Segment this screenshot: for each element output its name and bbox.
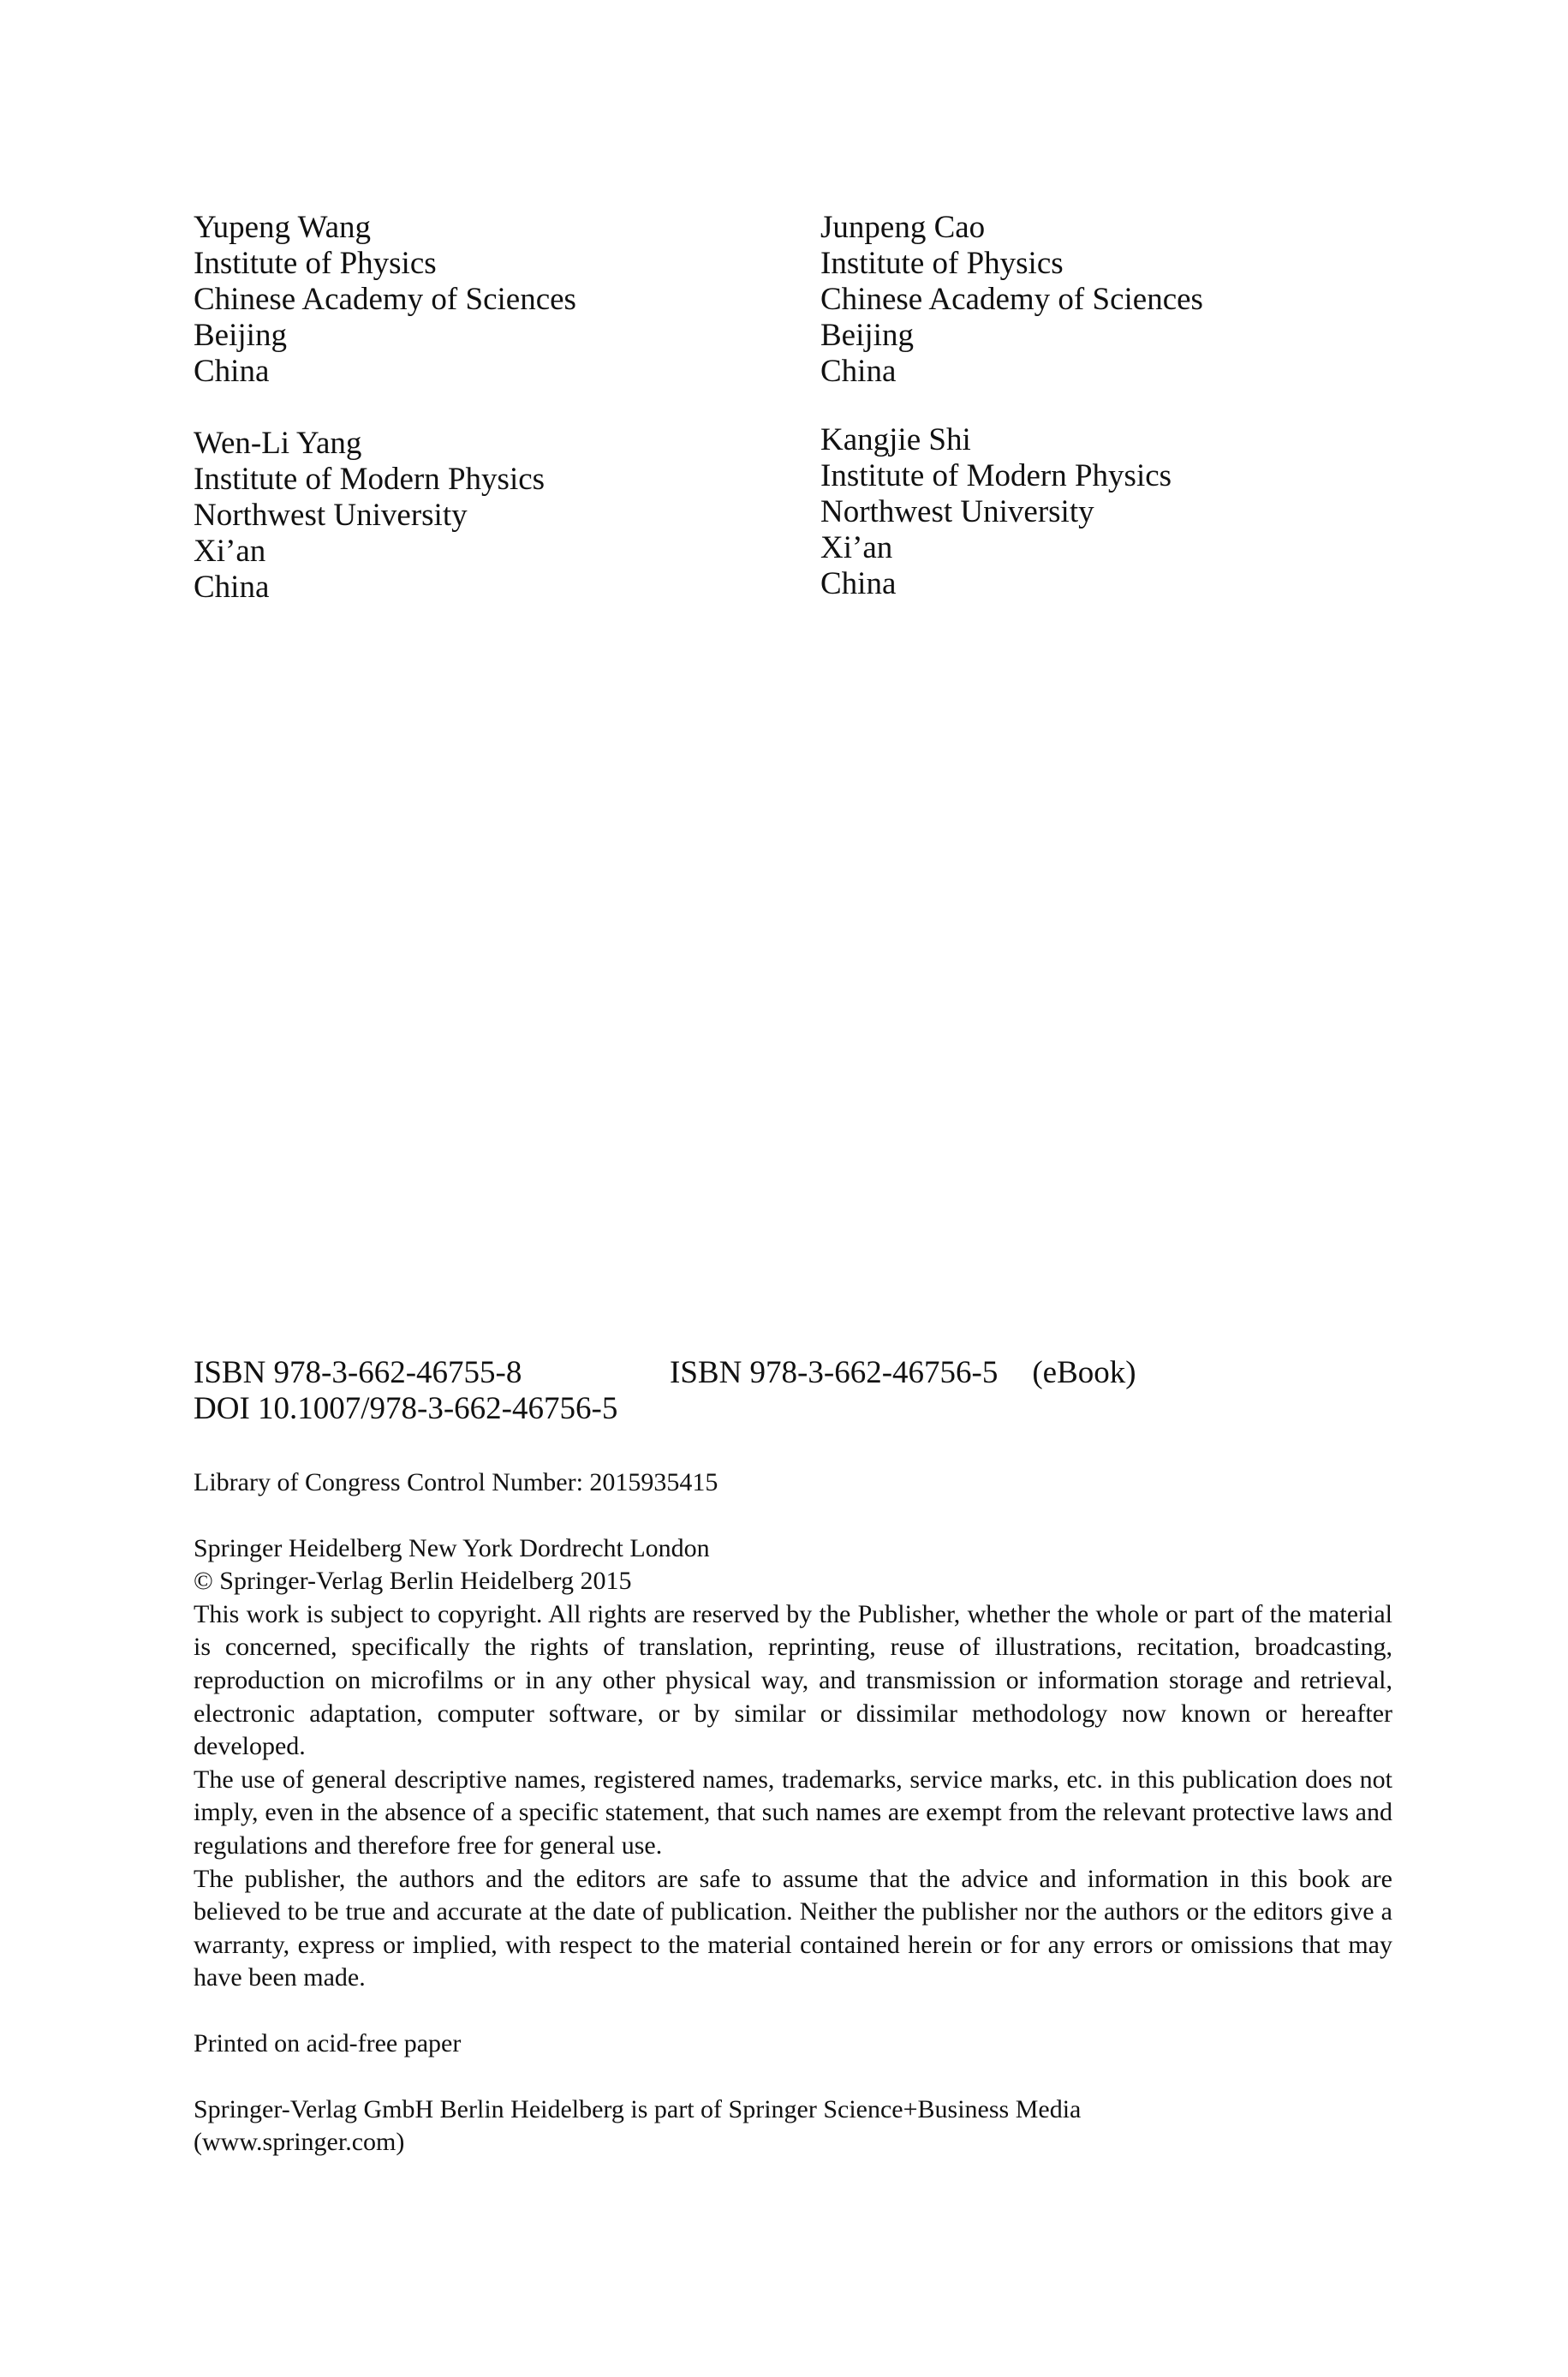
doi: DOI 10.1007/978-3-662-46756-5 bbox=[194, 1391, 618, 1426]
author-affiliation-line: Institute of Physics bbox=[820, 246, 1064, 281]
author-affiliation-line: Northwest University bbox=[820, 494, 1094, 529]
publisher-cities: Springer Heidelberg New York Dordrecht London bbox=[194, 1533, 710, 1562]
isbn-ebook-type: (eBook) bbox=[1032, 1355, 1136, 1390]
printed-on: Printed on acid-free paper bbox=[194, 2028, 462, 2057]
disclaimer-paragraph: The publisher, the authors and the editors are safe to assume that the advice and information in this book are believed to be true and accurate at the date of publication. Neither the publisher nor the authors or the editors give a warranty, express or implied, with respect to the material contained herein or for any errors or omissions that may have been made. bbox=[194, 1864, 1392, 1992]
author-affiliation-line: Beijing bbox=[820, 318, 914, 353]
author-affiliation-line: China bbox=[194, 570, 270, 605]
springer-line: Springer-Verlag GmbH Berlin Heidelberg is part of Springer Science+Business Media bbox=[194, 2094, 1082, 2123]
author-affiliation-line: China bbox=[194, 354, 270, 389]
spacer bbox=[194, 1500, 1392, 1532]
spacer bbox=[194, 1995, 1392, 2028]
author-block-yupeng-wang bbox=[194, 210, 576, 390]
author-affiliation-line: Xi’an bbox=[820, 530, 893, 565]
isbn-ebook: ISBN 978-3-662-46756-5 bbox=[670, 1355, 999, 1390]
author-name: Kangjie Shi bbox=[820, 422, 971, 457]
author-affiliation-line: Xi’an bbox=[194, 534, 266, 569]
springer-url: (www.springer.com) bbox=[194, 2128, 405, 2157]
author-name: Junpeng Cao bbox=[820, 210, 986, 245]
author-affiliation-line: China bbox=[820, 566, 897, 601]
lccn: Library of Congress Control Number: 2015935415 bbox=[194, 1468, 718, 1496]
author-affiliation-line: China bbox=[820, 354, 897, 389]
author-affiliation-line: Institute of Modern Physics bbox=[194, 462, 546, 497]
isbn-row bbox=[194, 1355, 1136, 1391]
copyright-section bbox=[194, 1466, 1392, 2159]
author-name: Wen-Li Yang bbox=[194, 426, 362, 461]
author-affiliation-line: Institute of Physics bbox=[194, 246, 437, 281]
author-block-kangjie-shi bbox=[820, 422, 1172, 602]
author-affiliation-line: Institute of Modern Physics bbox=[820, 458, 1172, 493]
trademark-paragraph: The use of general descriptive names, registered names, trademarks, service marks, etc. in this publication does not imply, even in the absence of a specific statement, that such names are exempt from the relevant protective laws and regulations and therefore free for general use. bbox=[194, 1765, 1392, 1860]
isbn-print: ISBN 978-3-662-46755-8 bbox=[194, 1355, 522, 1390]
author-name: Yupeng Wang bbox=[194, 210, 372, 245]
author-block-junpeng-cao bbox=[820, 210, 1203, 390]
author-affiliation-line: Northwest University bbox=[194, 498, 468, 533]
spacer bbox=[194, 2061, 1392, 2093]
copyright-line: © Springer-Verlag Berlin Heidelberg 2015 bbox=[194, 1567, 632, 1596]
isbn-block bbox=[194, 1355, 1136, 1427]
author-affiliation-line: Beijing bbox=[194, 318, 287, 353]
author-affiliation-line: Chinese Academy of Sciences bbox=[194, 282, 576, 317]
author-affiliation-line: Chinese Academy of Sciences bbox=[820, 282, 1203, 317]
rights-paragraph: This work is subject to copyright. All rights are reserved by the Publisher, whether the whole or part of the material is concerned, specifically the rights of translation, reprinting, reuse of illustrations, recitation, broadcasting, reproduction on microfilms or in any other physical way, and transmission or information storage and retrieval, electronic adaptation, computer software, or by similar or dissimilar methodology now known or hereafter developed. bbox=[194, 1599, 1392, 1761]
author-block-wen-li-yang bbox=[194, 426, 545, 606]
